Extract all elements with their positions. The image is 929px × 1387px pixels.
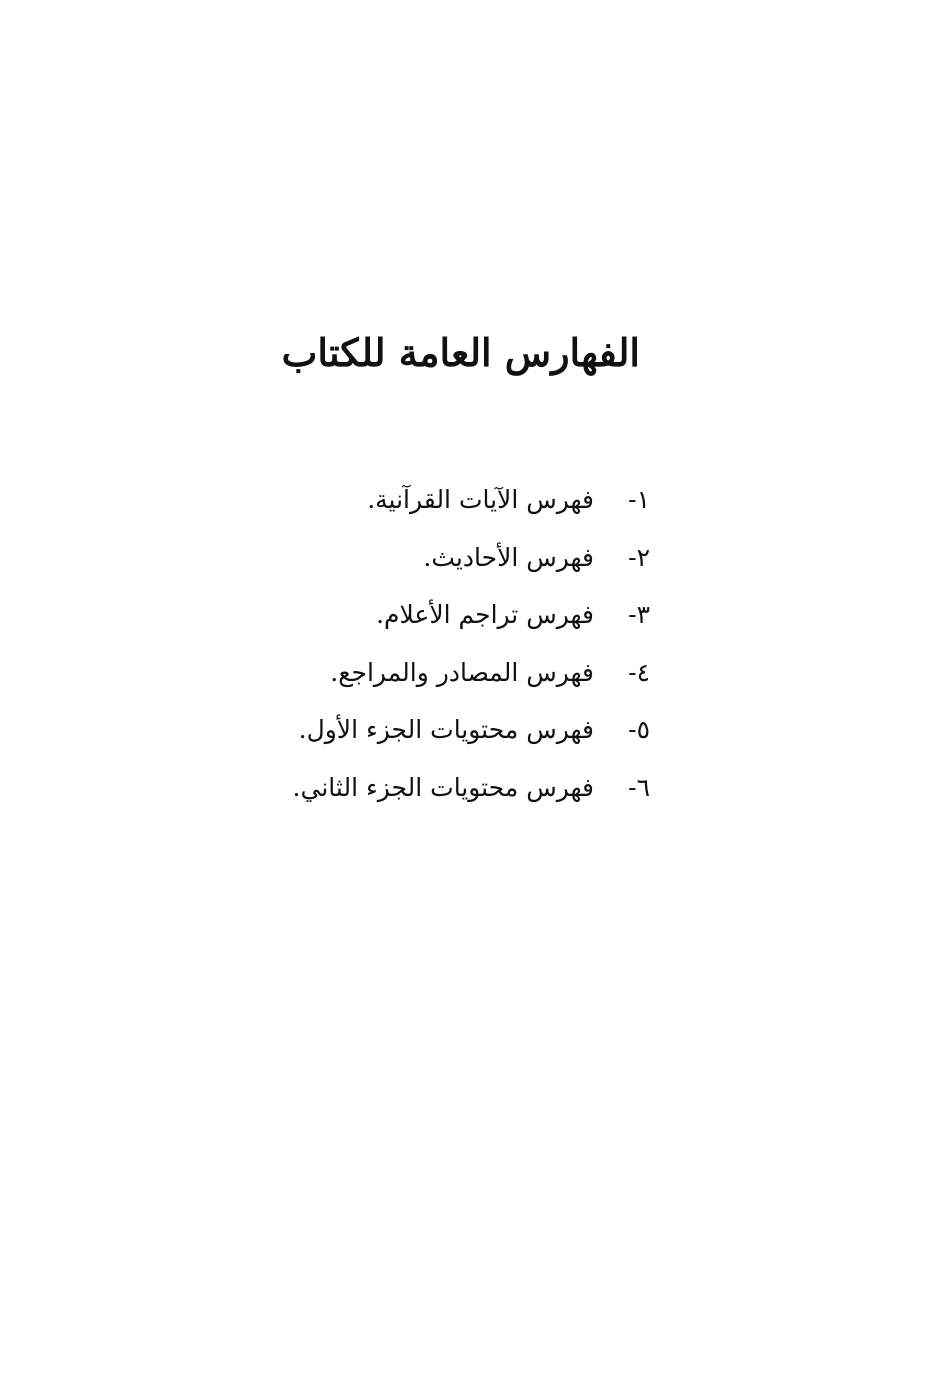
item-label: فهرس المصادر والمراجع. [330, 657, 594, 687]
item-label: فهرس تراجم الأعلام. [376, 600, 594, 629]
item-label: فهرس محتويات الجزء الأول. [298, 715, 594, 744]
item-number: ٣- [628, 600, 650, 629]
item-number: ٥- [628, 715, 650, 744]
list-item [240, 534, 650, 592]
item-label: فهرس الآيات القرآنية. [367, 485, 594, 514]
list-item [240, 764, 650, 822]
item-label: فهرس الأحاديث. [423, 542, 594, 572]
item-number: ٦- [628, 772, 650, 802]
list-item [240, 706, 650, 764]
item-number: ٢- [628, 542, 650, 572]
item-number: ٤- [628, 657, 650, 687]
page-title: الفهارس العامة للكتاب [281, 330, 640, 375]
list-item [240, 591, 650, 649]
item-label: فهرس محتويات الجزء الثاني. [292, 772, 594, 802]
item-number: ١- [628, 485, 650, 514]
list-item [240, 649, 650, 707]
list-item [240, 476, 650, 534]
index-list [240, 476, 650, 821]
